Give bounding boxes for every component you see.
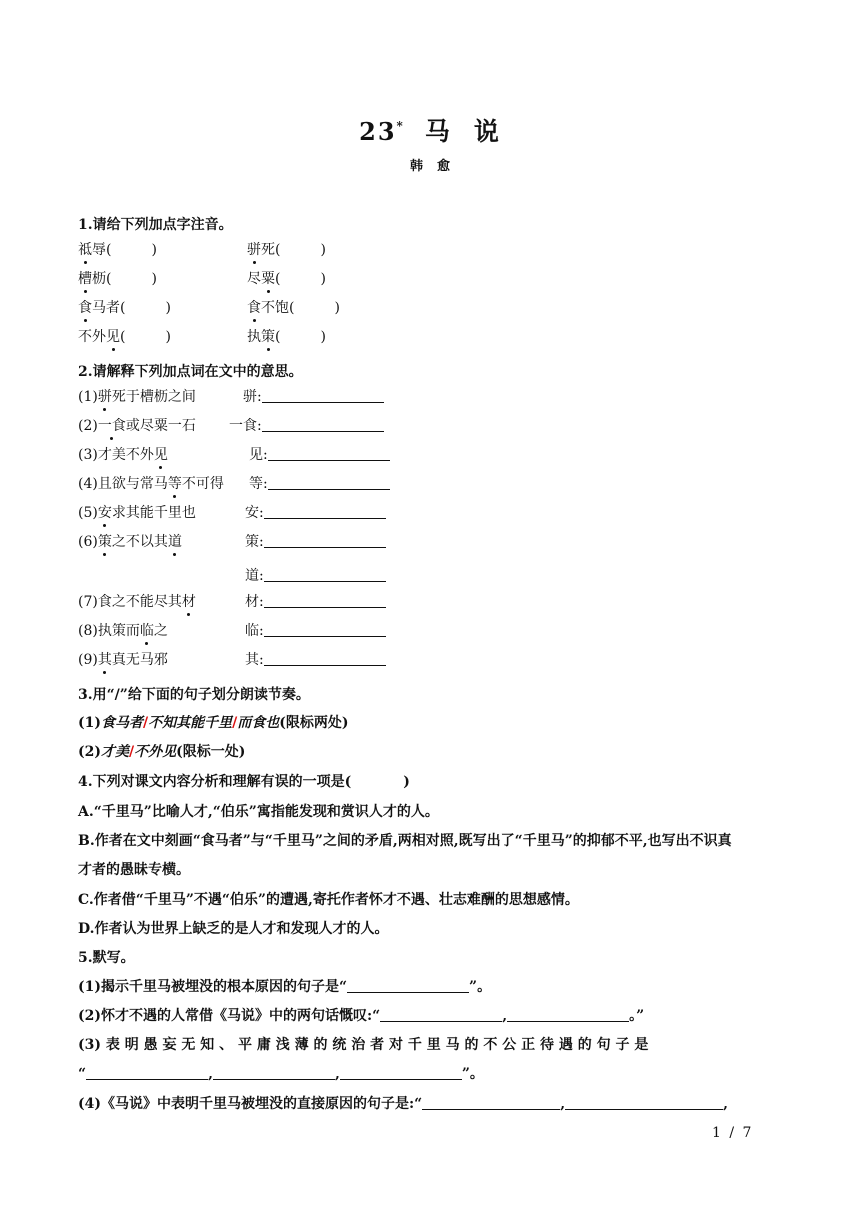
q2-item-8: (8)执策而临之 <box>78 620 168 640</box>
q4-option-b-cont: 才者的愚昧专横。 <box>78 862 190 878</box>
q4-option-d: D.作者认为世界上缺乏的是人才和发现人才的人。 <box>78 921 389 937</box>
title-char-2: 说 <box>473 117 501 146</box>
q1-item-4: 尽粟( ) <box>247 268 326 288</box>
q1-item-6: 食不饱( ) <box>247 297 340 317</box>
slash-mark: / <box>232 715 238 731</box>
q2-item-2: (2)一食或尽粟一石 <box>78 415 196 435</box>
q4-option-b: B.作者在文中刻画“食马者”与“千里马”之间的矛盾,两相对照,既写出了“千里马”的抑郁不平,也写出不识真 <box>78 833 732 849</box>
q1-item-2: 骈死( ) <box>247 239 326 259</box>
q2-answer-1: 骈: <box>243 386 384 406</box>
q2-item-7: (7)食之不能尽其材 <box>78 591 196 611</box>
q1-item-7: 不外见( ) <box>78 326 171 346</box>
q5-line-3: (3) 表 明 愚 妄 无 知 、 平 庸 浅 薄 的 统 治 者 对 千 里 马 的 不 公 正 待 遇 的 句 子 是 <box>78 1037 649 1053</box>
title-char-1: 马 <box>424 117 452 146</box>
q3-sentence-1: (1)食马者/不知其能千里/而食也(限标两处) <box>78 715 349 731</box>
q2-answer-3: 见: <box>249 444 390 464</box>
q2-answer-9: 其: <box>245 649 386 669</box>
q2-answer-4: 等: <box>249 473 390 493</box>
q5-line-2: (2)怀才不遇的人常借《马说》中的两句话慨叹:“ , 。” <box>78 1008 645 1024</box>
q2-item-1: (1)骈死于槽枥之间 <box>78 386 196 406</box>
q5-line-4: (4)《马说》中表明千里马被埋没的直接原因的句子是:“ , , <box>78 1096 728 1112</box>
q1-item-1: 祗辱( ) <box>78 239 157 259</box>
q1-item-5: 食马者( ) <box>78 297 171 317</box>
star-mark: * <box>396 119 405 133</box>
q2-item-6: (6)策之不以其道 <box>78 531 182 551</box>
q2-answer-5: 安: <box>245 502 386 522</box>
slash-mark: / <box>129 744 135 760</box>
q5-heading: 5.默写。 <box>78 950 135 966</box>
q2-heading: 2.请解释下列加点词在文中的意思。 <box>78 364 303 380</box>
slash-mark: / <box>143 715 149 731</box>
page-title <box>0 112 860 148</box>
q3-heading: 3.用“/”给下面的句子划分朗读节奏。 <box>78 687 310 703</box>
q1-item-8: 执策( ) <box>247 326 326 346</box>
q2-answer-7: 材: <box>245 591 386 611</box>
q2-item-4: (4)且欲与常马等不可得 <box>78 473 224 493</box>
q5-line-1: (1)揭示千里马被埋没的根本原因的句子是“ ”。 <box>78 979 492 995</box>
q1-item-3: 槽枥( ) <box>78 268 157 288</box>
q4-option-a: A.“千里马”比喻人才,“伯乐”寓指能发现和赏识人才的人。 <box>78 804 439 820</box>
q2-answer-6: 策: <box>245 531 386 551</box>
q2-answer-2: 一食: <box>229 415 384 435</box>
author: 韩愈 <box>409 159 464 174</box>
q2-answer-8: 临: <box>245 620 386 640</box>
lesson-number: 23 <box>359 117 397 146</box>
page-number: 1 / 7 <box>712 1125 754 1141</box>
q4-heading: 4.下列对课文内容分析和理解有误的一项是( ) <box>78 774 410 790</box>
q5-line-3-blanks: “ , , ”。 <box>78 1066 484 1082</box>
q4-option-c: C.作者借“千里马”不遇“伯乐”的遭遇,寄托作者怀才不遇、壮志难酬的思想感情。 <box>78 892 579 908</box>
q2-answer-6b: 道: <box>245 565 386 585</box>
q2-item-3: (3)才美不外见 <box>78 444 168 464</box>
q2-item-9: (9)其真无马邪 <box>78 649 168 669</box>
q3-sentence-2: (2)才美/不外见(限标一处) <box>78 744 246 760</box>
q1-heading: 1.请给下列加点字注音。 <box>78 217 233 233</box>
q2-item-5: (5)安求其能千里也 <box>78 502 196 522</box>
